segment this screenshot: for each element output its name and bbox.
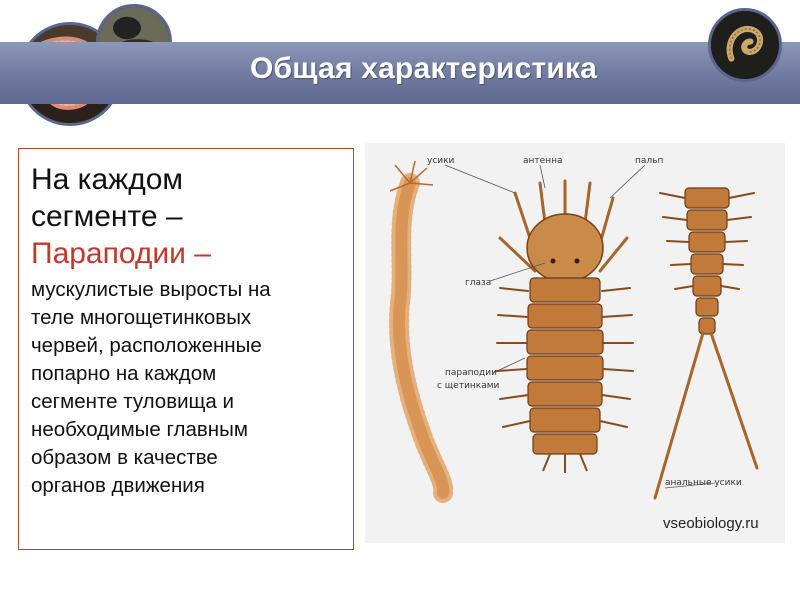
- label-parapodia-2: с щетинками: [437, 381, 500, 391]
- definition-line: органов движения: [31, 474, 205, 497]
- label-eyes: глаза: [465, 278, 492, 288]
- label-antenna: антенна: [523, 156, 563, 166]
- polychaete-photo-icon: [708, 8, 782, 82]
- polychaete-anatomy-figure: [365, 143, 785, 543]
- label-palp: пальп: [635, 156, 664, 166]
- intro-line-1: На каждом: [31, 163, 184, 196]
- definition-line: попарно на каждом: [31, 362, 217, 385]
- definition-line: теле многощетинковых: [31, 306, 252, 329]
- definition-text: [31, 276, 343, 500]
- definition-line: мускулистые выросты на: [31, 278, 271, 301]
- label-anal-usiki: анальные усики: [665, 478, 742, 488]
- definition-line: образом в качестве: [31, 446, 218, 469]
- label-usiki: усики: [427, 156, 455, 166]
- watermark: vseobiology.ru: [663, 515, 759, 532]
- term-parapodia: Параподии –: [31, 237, 211, 270]
- slide-title: Общая характеристика: [250, 52, 598, 85]
- intro-line-2: сегменте –: [31, 200, 183, 233]
- label-parapodia-1: параподии: [445, 368, 497, 378]
- definition-line: необходимые главным: [31, 418, 248, 441]
- definition-line: сегменте туловища и: [31, 390, 234, 413]
- definition-line: червей, расположенные: [31, 334, 262, 357]
- definition-box: [18, 148, 354, 550]
